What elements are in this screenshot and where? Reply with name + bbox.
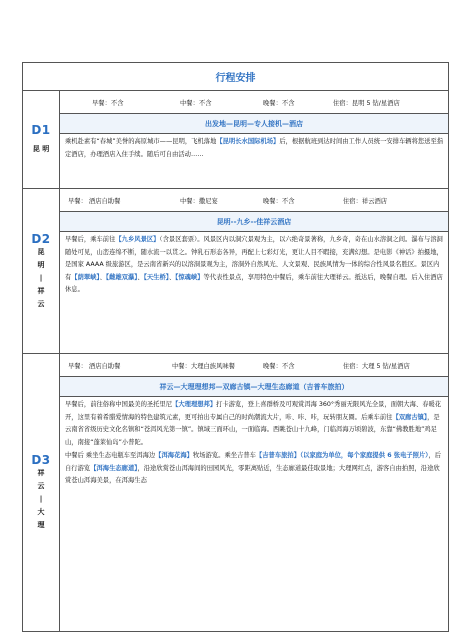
day-city: 理 (37, 521, 45, 529)
hotel-info: 住宿：昆明 5 钻/星酒店 (333, 100, 400, 107)
day-separator: | (39, 273, 43, 282)
day-city: 云 (37, 299, 45, 308)
itinerary-table (22, 62, 449, 632)
itinerary-title: 行程安排 (23, 63, 449, 91)
breakfast-info: 早餐： 酒店自助餐 (68, 363, 121, 370)
lunch-info: 中餐：大理白族风味餐 (172, 363, 235, 370)
day-city: 云 (37, 482, 45, 490)
hotel-info: 住宿：大理 5 钻/星酒店 (343, 363, 410, 370)
lunch-info: 中餐：撒尼宴 (180, 198, 218, 205)
day-label-d3 (23, 354, 60, 632)
route-d1: 出发地—昆明—专人接机—酒店 (60, 114, 449, 134)
breakfast-info: 早餐：不含 (92, 100, 124, 107)
day-number: D2 (31, 231, 51, 246)
meal-row-d3 (60, 354, 449, 377)
hotel-info: 住宿：祥云酒店 (343, 198, 388, 205)
day-label-d2 (23, 189, 60, 354)
description-d1: 乘机赴素有“春城”美誉的高原城市——昆明，飞机落地【昆明长水国际机场】后，根据航班到达时间由工作人员统一安排车辆将您送至指定酒店，办理酒店入住手续。随后可自由活动…… (60, 134, 449, 189)
route-d2: 昆明--九乡--佳祥云酒店 (60, 212, 449, 232)
day-number: D3 (31, 453, 51, 467)
breakfast-info: 早餐： 酒店自助餐 (68, 198, 121, 205)
dinner-info: 晚餐：不含 (263, 198, 295, 205)
day-city: 昆 明 (32, 145, 50, 153)
day-city: 祥 (37, 286, 45, 295)
day-city: 大 (37, 508, 45, 516)
meal-row-d2 (60, 189, 449, 212)
day-number: D1 (31, 123, 51, 137)
description-d2: 早餐后，乘车前往【九乡风景区】（含景区套票）。风景区内以洞穴景观为主，以六绝奇景著称，九乡奇，奇在山水溶洞之间。瀑布与溶洞随处可见，山峦连绵不断，随水流一以贯之。钟乳石形态各异，再配上七彩灯光，更让人目不暇接，充满幻想。是电影《神话》拍摄地，是国家 AAAA 级旅游区，是云南省新兴的以溶洞景观为主，溶洞外自然风光、人文景观、民族风情为一体的综合性风景名胜区。景区内有【荫翠峡】、【雌雄双瀑】、【天生桥】、【惊魂峡】等代表性景点，享用特色中餐后，乘车前往大理祥云。抵达后，晚餐自理。后入住酒店休息。 (60, 232, 449, 354)
day-label-d1 (23, 91, 60, 189)
route-d3: 祥云—大理理想邦—双廊古镇—大理生态廊道（吉普车旅拍） (60, 377, 449, 397)
dinner-info: 晚餐：不含 (263, 363, 295, 370)
dinner-info: 晚餐：不含 (263, 100, 295, 107)
description-d3: 早餐后，前往俗称中国最美的圣托里尼【大理理想邦】打卡游览，登上喜群桥及可观赏洱海 360°秀丽无限风光全景，面朝大海、春暖花开，这里有着希腊爱情海的特色建筑元素，更可拍出专属自己的时尚潮流大片，咔、咔、咔，玩转朋友圈。后乘车前往【双廊古镇】，是云南省省级历史文化名镇和“苍洱风光第一镇”。镇域三面环山，一面临海。西眺苍山十九峰，门临洱海万顷碧波，东靠“佛教胜地”鸡足山，南接“蓬莱仙岛”小普陀。 中餐后 乘坐生态电瓶车至洱海边【洱海花海】牧场游览。乘坐吉普车【吉普车旅拍】（以家庭为单位，每个家庭提供 6 张电子照片），后自行游览【洱海生态廊道】，沿途欣赏苍山洱海间的田园风光，零距离贴近，生态廊道最佳取景地；大理网红点，游客自由拍照，沿途欣赏苍山洱海美景，在洱海生态 (60, 397, 449, 632)
day-separator: | (39, 495, 43, 503)
day-city: 明 (37, 260, 45, 269)
lunch-info: 中餐：不含 (180, 100, 212, 107)
meal-row-d1 (60, 91, 449, 114)
day-city: 昆 (37, 247, 45, 256)
day-city: 祥 (37, 469, 45, 477)
